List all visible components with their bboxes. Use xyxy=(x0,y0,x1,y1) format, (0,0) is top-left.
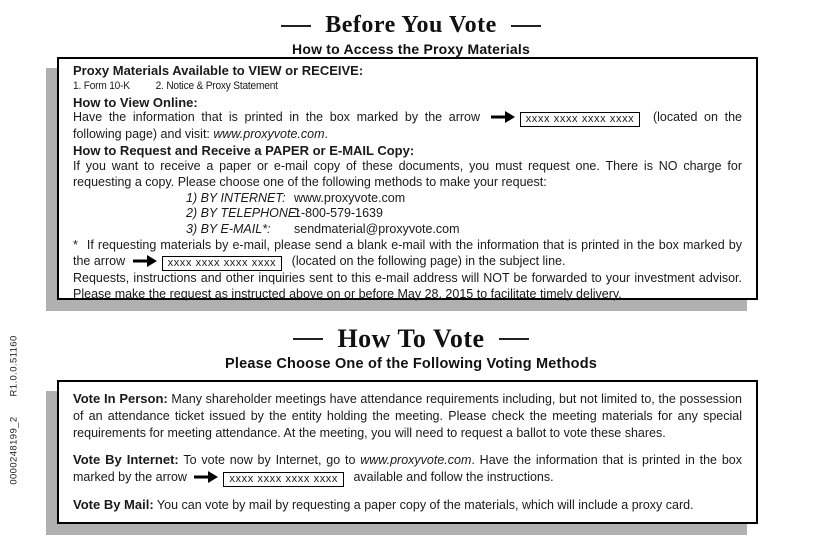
method-telephone-label: BY TELEPHONE: xyxy=(200,206,300,221)
footnote-text-pre: If requesting materials by e-mail, please send a blank e-mail with the information that is printed in the box marked by the arrow xyxy=(73,237,742,268)
vote-in-person-text: Many shareholder meetings have attendance requirements including, but not limited to, the possession of an attendance ticket issued by the entity holding the meeting. Please check the meeting materials for any special requirements for meeting attendance. At the meeting, you will need to request a ballot to vote these shares. xyxy=(73,392,742,440)
title-dash-left xyxy=(293,338,323,340)
vote-in-person-label: Vote In Person: xyxy=(73,391,168,406)
right-arrow-icon xyxy=(194,471,218,483)
document-code-number: 0000248199_2 xyxy=(8,416,20,485)
proxyvote-url: www.proxyvote.com xyxy=(360,453,472,467)
how-to-vote-header xyxy=(0,324,822,354)
material-item-form-10k: 1. Form 10-K xyxy=(73,79,130,92)
method-email-value: sendmaterial@proxyvote.com xyxy=(294,222,460,237)
method-internet-label: BY INTERNET: xyxy=(200,190,286,205)
vote-by-internet-text-post: available and follow the instructions. xyxy=(353,470,554,484)
before-you-vote-header xyxy=(0,12,822,39)
vote-by-mail-label: Vote By Mail: xyxy=(73,497,154,512)
before-you-vote-subtitle: How to Access the Proxy Materials xyxy=(292,41,530,57)
view-online-text-end: . xyxy=(324,127,329,142)
method-email-number: 3) xyxy=(186,222,201,237)
voting-methods-box xyxy=(57,380,758,524)
method-telephone xyxy=(186,206,742,222)
control-number-box: xxxx xxxx xxxx xxxx xyxy=(520,112,641,127)
title-dash-right xyxy=(511,25,541,27)
material-item-notice-proxy-statement: 2. Notice & Proxy Statement xyxy=(155,79,278,92)
view-online-instructions xyxy=(73,110,742,143)
method-internet-value: www.proxyvote.com xyxy=(294,190,406,205)
title-dash-left xyxy=(281,25,311,27)
vote-by-mail-paragraph xyxy=(73,496,742,514)
vote-by-internet-text-mid: . Have the information that is printed in the box marked by the arrow xyxy=(73,453,742,484)
vote-by-mail-text: You can vote by mail by requesting a paper copy of the materials, which will include a proxy card. xyxy=(156,498,694,512)
requests-note: Requests, instructions and other inquiries sent to this e-mail address will NOT be forwarded to your investment advisor. Please make the request as instructed above on or before May 28, 2015 to facilitate timely delivery. xyxy=(73,270,742,301)
view-online-text-pre: Have the information that is printed in the box marked by the arrow xyxy=(73,110,481,125)
vote-by-internet-paragraph xyxy=(73,451,742,487)
before-you-vote-title: Before You Vote xyxy=(325,12,497,38)
vote-by-internet-text-pre: To vote now by Internet, go to xyxy=(183,453,356,467)
method-internet-number: 1) xyxy=(186,190,201,205)
request-copy-heading: How to Request and Receive a PAPER or E-MAIL Copy: xyxy=(73,143,415,159)
method-email xyxy=(186,222,742,238)
view-online-text-mid: (located on the following page) and visit: xyxy=(73,110,742,142)
footnote-asterisk: * xyxy=(73,237,78,252)
right-arrow-icon xyxy=(491,111,515,123)
request-methods-list xyxy=(186,191,742,238)
footnote-text-post: (located on the following page) in the subject line. xyxy=(291,253,566,268)
method-email-label: BY E-MAIL*: xyxy=(200,222,271,237)
right-arrow-icon xyxy=(133,255,157,267)
vote-in-person-paragraph xyxy=(73,390,742,442)
how-to-vote-title: How To Vote xyxy=(337,324,485,353)
method-internet xyxy=(186,191,742,207)
access-proxy-materials-box xyxy=(57,57,758,300)
method-telephone-value: 1-800-579-1639 xyxy=(294,206,383,221)
method-telephone-number: 2) xyxy=(186,206,201,221)
request-copy-text: If you want to receive a paper or e-mail copy of these documents, you must request one. There is NO charge for requesting a copy. Please choose one of the following methods to make your request: xyxy=(73,158,742,189)
control-number-box: xxxx xxxx xxxx xxxx xyxy=(223,472,344,487)
control-number-box: xxxx xxxx xxxx xxxx xyxy=(162,256,283,271)
title-dash-right xyxy=(499,338,529,340)
view-receive-heading: Proxy Materials Available to VIEW or RECEIVE: xyxy=(73,63,364,78)
vote-by-internet-label: Vote By Internet: xyxy=(73,452,179,467)
proxyvote-url: www.proxyvote.com xyxy=(213,127,325,142)
email-footnote xyxy=(73,238,742,271)
document-code-version: R1.0.0.51160 xyxy=(8,335,20,397)
how-to-vote-subtitle: Please Choose One of the Following Voting Methods xyxy=(224,356,598,372)
materials-list xyxy=(73,79,688,95)
view-online-heading: How to View Online: xyxy=(73,94,198,110)
